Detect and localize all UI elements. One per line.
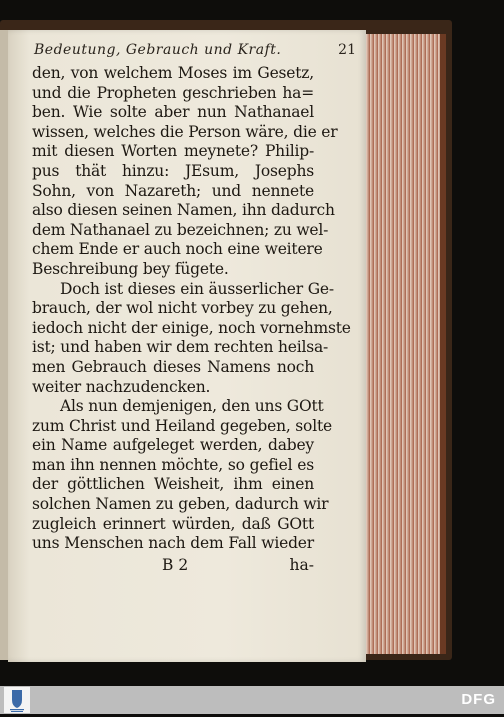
library-crest-icon[interactable] bbox=[4, 687, 30, 713]
text-line: ist; und haben wir dem rechten heilsa- bbox=[32, 338, 329, 357]
text-line: brauch, der wol nicht vorbey zu gehen, bbox=[32, 299, 333, 318]
text-line: Als nun demjenigen, den uns GOtt bbox=[60, 397, 324, 416]
text-line: dem Nathanael zu bezeichnen; zu wel- bbox=[32, 220, 329, 239]
text-line: man ihn nennen möchte, so gefiel es bbox=[32, 455, 314, 474]
signature-mark: B 2 bbox=[162, 556, 189, 574]
text-line: solchen Namen zu geben, dadurch wir bbox=[32, 495, 329, 514]
text-line: ben. Wie solte aber nun Nathanael bbox=[32, 103, 314, 122]
text-line: und die Propheten geschrieben ha= bbox=[32, 83, 314, 102]
text-line: also diesen seinen Namen, ihn dadurch bbox=[32, 201, 335, 220]
page-text bbox=[32, 64, 351, 554]
page-header bbox=[34, 42, 356, 64]
text-line: zugleich erinnert würden, daß GOtt bbox=[32, 514, 314, 533]
text-line: der göttlichen Weisheit, ihm einen bbox=[32, 475, 314, 494]
text-line: Sohn, von Nazareth; und nennete bbox=[32, 181, 314, 200]
text-line: wissen, welches die Person wäre, die er bbox=[32, 122, 338, 141]
text-line: weiter nachzudencken. bbox=[32, 377, 211, 396]
text-line: ein Name aufgeleget werden, dabey bbox=[32, 436, 314, 455]
dfg-logo: DFG bbox=[461, 691, 496, 708]
viewer-footer-bar bbox=[0, 686, 504, 714]
text-line: iedoch nicht der einige, noch vornehmste bbox=[32, 318, 351, 337]
text-line: zum Christ und Heiland gegeben, solte bbox=[32, 416, 332, 435]
text-line: men Gebrauch dieses Namens noch bbox=[32, 357, 314, 376]
running-head: Bedeutung, Gebrauch und Kraft. bbox=[34, 42, 282, 58]
page-number: 21 bbox=[338, 42, 356, 58]
text-line: den, von welchem Moses im Gesetz, bbox=[32, 64, 314, 82]
catchword: ha- bbox=[289, 556, 314, 574]
text-line: pus thät hinzu: JEsum, Josephs bbox=[32, 161, 314, 180]
text-line: uns Menschen nach dem Fall wieder bbox=[32, 534, 314, 553]
page-edges bbox=[362, 34, 446, 654]
page-footer bbox=[32, 556, 314, 576]
text-line: Doch ist dieses ein äusserlicher Ge- bbox=[60, 279, 334, 298]
text-line: Beschreibung bey fügete. bbox=[32, 259, 229, 278]
text-line: chem Ende er auch noch eine weitere bbox=[32, 240, 323, 259]
text-line: mit diesen Worten meynete? Philip- bbox=[32, 142, 314, 161]
